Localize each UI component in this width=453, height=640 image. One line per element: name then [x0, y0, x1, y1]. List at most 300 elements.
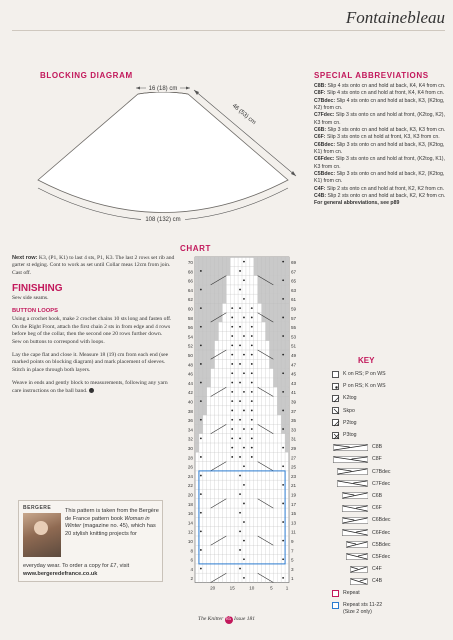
- stitch-label: 1: [285, 585, 289, 591]
- key-list: [312, 368, 452, 618]
- instructions: [12, 255, 175, 395]
- p3tog-symbol-icon: [332, 432, 339, 439]
- purl-dot: [200, 512, 202, 514]
- key-cable-item: [312, 466, 452, 478]
- abbreviations-heading: SPECIAL ABBREVIATIONS: [314, 71, 429, 80]
- row-label-right: 51: [291, 343, 297, 349]
- row-label-right: 37: [291, 408, 297, 414]
- purl-dot: [239, 382, 241, 384]
- abbreviation-item: [314, 142, 449, 156]
- purl-dot: [200, 307, 202, 309]
- purl-dot: [231, 428, 233, 430]
- row-label-left: 22: [187, 483, 193, 489]
- purl-dot: [251, 428, 253, 430]
- row-label-right: 13: [291, 520, 297, 526]
- key-item: [312, 392, 452, 404]
- purl-dot: [239, 326, 241, 328]
- key-cable-item: [312, 490, 452, 502]
- abbreviation-code: C6F:: [314, 134, 326, 141]
- purl-dot: [282, 261, 284, 263]
- purl-dot: [282, 577, 284, 579]
- lay-flat-text: Lay the cape flat and close it. Measure 18 (19) cm from each end (see marked points on blocking diagram) and mark placement of sleeves. Stitch in place through both layers.: [12, 352, 169, 373]
- purl-dot: [239, 493, 241, 495]
- abbreviation-text: Slip 3 sts onto cn at hold at front, K3, K3 from cn.: [325, 134, 440, 141]
- cable-symbol-icon: [337, 468, 368, 475]
- abbreviation-text: Slip 3 sts onto cn and hold at front, (K2tog, K1), K3 from cn.: [314, 156, 445, 170]
- purl-dot: [251, 400, 253, 402]
- cable-symbol-icon: [346, 553, 368, 560]
- no-stitch-area: [262, 304, 289, 313]
- row-label-right: 47: [291, 362, 297, 368]
- promo-box: [18, 500, 163, 582]
- key-cable-item: [312, 514, 452, 526]
- key-label: Repeat sts 11-22: [343, 601, 383, 608]
- purl-dot: [243, 317, 245, 319]
- row-label-left: 66: [187, 278, 193, 284]
- cable-symbol-icon: [333, 456, 368, 463]
- row-label-left: 52: [187, 343, 193, 349]
- row-label-left: 4: [190, 566, 193, 572]
- key-label: P3tog: [343, 432, 357, 439]
- bergere-logo: BERGERE: [23, 505, 52, 511]
- purl-dot: [200, 456, 202, 458]
- row-label-right: 63: [291, 287, 297, 293]
- no-stitch-area: [195, 406, 207, 415]
- key-item: [312, 368, 452, 380]
- key-cable-item: [312, 453, 452, 465]
- book-title: Woman in Winter: [65, 515, 150, 529]
- key-cable-item: [312, 563, 452, 575]
- button-loops-text2: On the Right Front, attach the first chain 2 sts in from edge and 4 rows before beg of the collar, then the second one 20 rows further down.: [12, 323, 171, 338]
- abbreviation-code: C7Fdec:: [314, 112, 335, 119]
- stitch-label: 15: [229, 585, 235, 591]
- row-label-right: 29: [291, 445, 297, 451]
- row-label-left: 46: [187, 371, 193, 377]
- key-item: [312, 417, 452, 429]
- next-row-label: Next row:: [12, 255, 38, 261]
- abbreviation-text: Slip 4 sts onto cn and hold at back, K4, K4 from cn.: [326, 83, 446, 89]
- abbreviation-code: C5Bdec:: [314, 170, 336, 177]
- purl-dot: [282, 484, 284, 486]
- purl-dot: [243, 521, 245, 523]
- purl-dot: [231, 447, 233, 449]
- repeat-sts-symbol-icon: [332, 602, 339, 609]
- abbreviation-item: [314, 90, 449, 97]
- abbreviation-item: [314, 83, 449, 90]
- purl-dot: [231, 382, 233, 384]
- abbreviation-text: Slip 3 sts onto cn and hold at back, K3, K3 from cn.: [326, 126, 446, 133]
- key-cable-item: [312, 551, 452, 563]
- no-stitch-area: [269, 341, 289, 350]
- purl-dot: [243, 391, 245, 393]
- next-row-text: K3, (P1, K1) to last 4 sts, P1, K3. The last 2 rows set rib and garter st edging. Cont to work as set until Collar meas 12cm from join.: [12, 255, 175, 269]
- cape-outline: [38, 92, 288, 213]
- abbreviation-code: C6B:: [314, 126, 327, 133]
- row-label-left: 24: [187, 473, 193, 479]
- purl-dot: [239, 363, 241, 365]
- purl-dot: [251, 419, 253, 421]
- purl-dot: [243, 372, 245, 374]
- purl-dot: [243, 484, 245, 486]
- row-label-right: 33: [291, 427, 297, 433]
- row-label-right: 23: [291, 473, 297, 479]
- book-cover-image: [23, 513, 61, 557]
- purl-dot: [239, 419, 241, 421]
- purl-dot: [282, 317, 284, 319]
- purl-dot: [282, 354, 284, 356]
- purl-dot: [282, 335, 284, 337]
- row-label-left: 62: [187, 297, 193, 303]
- hem-measure: 108 (132) cm: [145, 217, 181, 223]
- row-label-right: 17: [291, 501, 297, 507]
- cable-symbol-icon: [342, 517, 368, 524]
- key-label: C6F: [371, 505, 382, 512]
- neck-measure: 16 (18) cm: [148, 86, 178, 92]
- row-label-right: 65: [291, 278, 297, 284]
- button-loops-text: Using a crochet hook, make 2 crochet chains 10 sts long and fasten off.: [12, 316, 172, 323]
- key-label: K2tog: [343, 395, 357, 402]
- key-label: Repeat: [343, 590, 360, 597]
- purl-dot: [239, 549, 241, 551]
- stitch-label: 10: [249, 585, 255, 591]
- purl-dot: [243, 335, 245, 337]
- purl-dot: [200, 549, 202, 551]
- row-label-right: 3: [291, 566, 294, 572]
- cable-symbol-icon: [350, 566, 368, 573]
- no-stitch-area: [195, 341, 215, 350]
- abbreviation-code: C4B:: [314, 192, 327, 199]
- purl-dot: [200, 363, 202, 365]
- purl-dot: [243, 558, 245, 560]
- purl-dot: [282, 298, 284, 300]
- purl-dot: [243, 447, 245, 449]
- issue-number: Issue 181: [234, 616, 255, 622]
- abbreviation-item: [314, 112, 449, 126]
- header-rule: [12, 30, 445, 31]
- key-cable-item: [312, 478, 452, 490]
- purl-dot: [239, 289, 241, 291]
- row-label-right: 19: [291, 492, 297, 498]
- purl-dot: [231, 335, 233, 337]
- row-label-left: 70: [187, 259, 193, 265]
- purl-dot: [200, 493, 202, 495]
- purl-dot: [200, 270, 202, 272]
- abbreviation-text: Slip 2 sts onto cn and hold at back, K2, K2 from cn.: [326, 192, 446, 199]
- purl-dot: [243, 503, 245, 505]
- button-loops-heading: BUTTON LOOPS: [12, 308, 58, 315]
- key-item: [312, 380, 452, 392]
- key-label: C4B: [371, 578, 383, 585]
- blocking-diagram: [18, 80, 308, 235]
- key-label: C5Fdec: [372, 553, 391, 560]
- abbreviation-text: Slip 3 sts onto cn and hold at back, K2, (K2tog, K1) from cn.: [314, 170, 445, 185]
- purl-dot: [239, 568, 241, 570]
- purl-dot: [239, 475, 241, 477]
- abbreviation-item: [314, 127, 449, 134]
- row-label-left: 8: [190, 548, 193, 554]
- row-label-right: 59: [291, 306, 297, 312]
- key-heading: KEY: [358, 356, 375, 365]
- row-label-left: 58: [187, 315, 193, 321]
- row-label-left: 28: [187, 455, 193, 461]
- purl-dot: [239, 437, 241, 439]
- abbreviation-code: C6Bdec:: [314, 141, 336, 148]
- abbreviation-code: C7Bdec:: [314, 97, 336, 104]
- purl-dot: [251, 326, 253, 328]
- row-label-right: 61: [291, 297, 297, 303]
- row-label-left: 32: [187, 436, 193, 442]
- key-cable-item: [312, 441, 452, 453]
- cable-symbol-icon: [342, 505, 368, 512]
- abbreviation-text: Slip 4 sts onto cn and hold at front, K4, K4 from cn.: [325, 90, 445, 97]
- cable-symbol-icon: [346, 541, 368, 548]
- row-label-right: 25: [291, 464, 297, 470]
- p2tog-symbol-icon: [332, 419, 339, 426]
- purl-dot: [200, 289, 202, 291]
- bergere-link[interactable]: www.bergeredefrance.co.uk: [23, 570, 98, 577]
- purl-dot: [282, 503, 284, 505]
- cable-symbol-icon: [350, 578, 368, 585]
- purl-dot: [243, 577, 245, 579]
- key-label: C5Bdec: [372, 541, 391, 548]
- page-number: 85: [226, 617, 232, 622]
- purl-dot: [243, 465, 245, 467]
- purl-dot: [243, 410, 245, 412]
- row-label-left: 40: [187, 399, 193, 405]
- row-label-left: 6: [190, 557, 193, 563]
- no-stitch-area: [195, 350, 215, 359]
- stitch-label: 20: [210, 585, 216, 591]
- purl-dot: [231, 317, 233, 319]
- purl-dot: [251, 382, 253, 384]
- end-mark-icon: [89, 388, 94, 393]
- key-label: (Size 2 only): [343, 608, 372, 615]
- key-cable-item: [312, 539, 452, 551]
- key-label: C6B: [371, 492, 383, 499]
- button-loops-text3: Sew on buttons to correspond with loops.: [12, 338, 105, 345]
- purl-dot: [231, 363, 233, 365]
- purl-dot: [231, 400, 233, 402]
- finishing-text: Sew side seams.: [12, 294, 49, 301]
- row-label-left: 54: [187, 334, 193, 340]
- purl-dot: [251, 317, 253, 319]
- purl-dot: [251, 307, 253, 309]
- no-stitch-area: [269, 359, 289, 368]
- cable-symbol-icon: [333, 444, 368, 451]
- promo-text: This pattern is taken from the Bergère de France pattern book Woman in Winter (magazine no. 45), which has 20 stylish knitting projects for: [65, 508, 159, 537]
- repeat-symbol-icon: [332, 590, 339, 597]
- skpo-symbol-icon: [332, 407, 339, 414]
- key-label: C6Bdec: [371, 517, 391, 524]
- no-stitch-area: [195, 304, 222, 313]
- row-label-right: 55: [291, 325, 297, 331]
- k2tog-symbol-icon: [332, 395, 339, 402]
- purl-dot: [251, 363, 253, 365]
- purl-dot: [282, 372, 284, 374]
- key-label: C7Fdec: [371, 480, 391, 487]
- row-label-left: 2: [190, 576, 193, 582]
- purl-dot: [231, 391, 233, 393]
- cable-symbol-icon: [342, 492, 368, 499]
- blank-symbol-icon: [332, 371, 339, 378]
- purl-dot: [251, 391, 253, 393]
- abbreviation-item: [314, 156, 449, 170]
- key-label: P on RS; K on WS: [343, 383, 386, 390]
- purl-dot: [200, 326, 202, 328]
- row-label-left: 26: [187, 464, 193, 470]
- purl-dot: [243, 354, 245, 356]
- purl-dot: [231, 437, 233, 439]
- purl-dot: [200, 400, 202, 402]
- key-label: C8B: [371, 444, 383, 451]
- key-item: [312, 405, 452, 417]
- purl-dot: [243, 279, 245, 281]
- no-stitch-area: [254, 266, 289, 275]
- purl-dot: [239, 307, 241, 309]
- purl-dot: [251, 335, 253, 337]
- row-label-right: 35: [291, 418, 297, 424]
- magazine-name: The Knitter: [198, 616, 224, 622]
- abbreviation-item: [314, 193, 449, 200]
- purl-dot: [239, 400, 241, 402]
- purl-dot: [231, 372, 233, 374]
- row-label-right: 45: [291, 371, 297, 377]
- purl-dot: [251, 372, 253, 374]
- promo-order-text: everyday wear. To order a copy for £7, visit www.bergeredefrance.co.uk: [23, 563, 130, 577]
- row-label-left: 48: [187, 362, 193, 368]
- no-stitch-area: [195, 434, 199, 443]
- purl-dot: [282, 465, 284, 467]
- purl-dot: [231, 344, 233, 346]
- row-label-left: 20: [187, 492, 193, 498]
- row-label-left: 44: [187, 380, 193, 386]
- key-cable-item: [312, 502, 452, 514]
- purl-dot: [251, 344, 253, 346]
- page-title: Fontainebleau: [345, 8, 445, 27]
- purl-dot: [282, 558, 284, 560]
- chart-heading: CHART: [180, 244, 211, 253]
- cable-symbol-icon: [337, 480, 368, 487]
- no-stitch-area: [195, 443, 199, 452]
- row-label-right: 39: [291, 399, 297, 405]
- purl-dot: [251, 447, 253, 449]
- no-stitch-area: [195, 257, 230, 266]
- row-label-left: 64: [187, 287, 193, 293]
- key-label: C7Bdec: [371, 468, 391, 475]
- purl-dot: [251, 456, 253, 458]
- purl-dot: [243, 540, 245, 542]
- abbreviation-text: Slip 3 sts onto cn and hold at front, (K2tog, K2), K3 from cn.: [314, 112, 445, 126]
- abbreviation-code: C4F:: [314, 185, 326, 192]
- key-label: C6Fdec: [371, 529, 391, 536]
- abbreviation-item: [314, 98, 449, 112]
- key-repeat-item: [312, 587, 452, 599]
- abbreviations-list: [314, 83, 449, 208]
- purl-dot: [282, 540, 284, 542]
- purl-dot: [231, 410, 233, 412]
- row-label-right: 69: [291, 259, 297, 265]
- purl-dot: [200, 437, 202, 439]
- key-repeat-sts-item: [312, 600, 452, 618]
- purl-dot: [251, 354, 253, 356]
- purl-dot: [282, 410, 284, 412]
- no-stitch-area: [277, 397, 289, 406]
- purl-dot: [231, 307, 233, 309]
- no-stitch-area: [285, 443, 289, 452]
- row-label-right: 57: [291, 315, 297, 321]
- row-label-left: 34: [187, 427, 193, 433]
- row-label-right: 67: [291, 269, 297, 275]
- purl-dot: [239, 512, 241, 514]
- side-measure: 46 (53) cm: [230, 103, 257, 127]
- no-stitch-area: [195, 387, 207, 396]
- row-label-right: 15: [291, 511, 297, 517]
- row-label-left: 16: [187, 511, 193, 517]
- finishing-heading: FINISHING: [12, 283, 63, 295]
- row-label-left: 50: [187, 352, 193, 358]
- key-label: C4F: [371, 566, 382, 573]
- purl-dot: [239, 270, 241, 272]
- purl-dot: [231, 419, 233, 421]
- purl-dot: [231, 456, 233, 458]
- row-label-left: 36: [187, 418, 193, 424]
- row-label-right: 27: [291, 455, 297, 461]
- key-cable-item: [312, 526, 452, 538]
- row-label-right: 31: [291, 436, 297, 442]
- purl-dot: [243, 261, 245, 263]
- row-label-left: 10: [187, 538, 193, 544]
- abbreviation-code: C6Fdec:: [314, 156, 335, 163]
- purl-dot: [200, 475, 202, 477]
- stitch-label: 5: [270, 585, 273, 591]
- key-item: [312, 429, 452, 441]
- abbreviation-item: [314, 171, 449, 185]
- weave-text: Weave in ends and gently block to measurements, following any yarn care instructions on the ball band.: [12, 380, 168, 394]
- key-label: K on RS; P on WS: [343, 371, 386, 378]
- no-stitch-area: [269, 350, 289, 359]
- row-label-left: 18: [187, 501, 193, 507]
- purl-dot: [239, 456, 241, 458]
- row-label-right: 1: [291, 576, 294, 582]
- purl-dot: [200, 344, 202, 346]
- row-label-right: 49: [291, 352, 297, 358]
- purl-dot: [243, 428, 245, 430]
- abbreviation-item: [314, 134, 449, 141]
- row-label-left: 42: [187, 390, 193, 396]
- dot-symbol-icon: [332, 383, 339, 390]
- row-label-left: 38: [187, 408, 193, 414]
- row-label-left: 30: [187, 445, 193, 451]
- purl-dot: [282, 447, 284, 449]
- purl-dot: [282, 428, 284, 430]
- purl-dot: [200, 419, 202, 421]
- blocking-diagram-heading: BLOCKING DIAGRAM: [40, 71, 133, 80]
- purl-dot: [231, 354, 233, 356]
- row-label-left: 14: [187, 520, 193, 526]
- row-label-right: 5: [291, 557, 294, 563]
- purl-dot: [251, 437, 253, 439]
- abbreviation-item: [314, 186, 449, 193]
- row-label-right: 7: [291, 548, 294, 554]
- page-footer: [0, 616, 453, 624]
- purl-dot: [282, 391, 284, 393]
- purl-dot: [282, 279, 284, 281]
- purl-dot: [200, 568, 202, 570]
- purl-dot: [239, 344, 241, 346]
- row-label-right: 53: [291, 334, 297, 340]
- abbreviation-text: Slip 3 sts onto cn and hold at back, K3, (K2tog, K1) from cn.: [314, 141, 445, 155]
- key-label: C8F: [371, 456, 382, 463]
